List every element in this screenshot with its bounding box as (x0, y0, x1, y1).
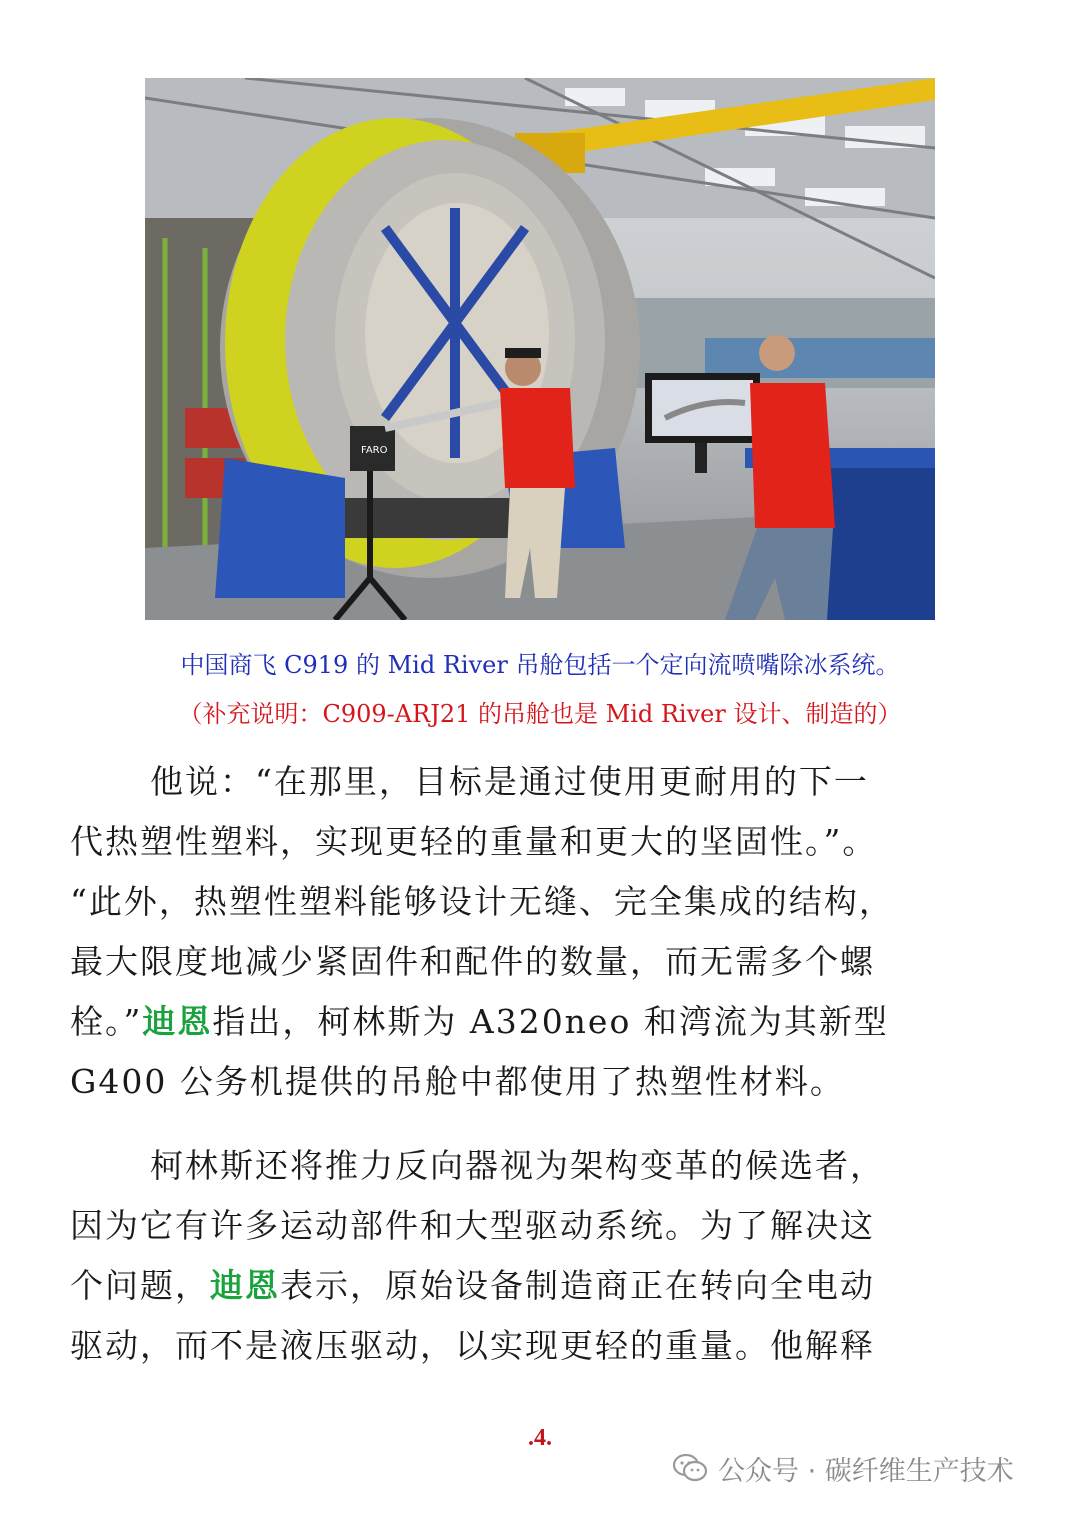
wechat-icon (672, 1453, 708, 1483)
text-segment: 表示，原始设备制造商正在转向全电动 (280, 1266, 875, 1305)
photo-caption-note: （补充说明：C909-ARJ21 的吊舱也是 Mid River 设计、制造的） (178, 700, 902, 728)
watermark (672, 1448, 1014, 1488)
paragraph-line: 因为它有许多运动部件和大型驱动系统。为了解决这 (70, 1206, 875, 1245)
text-segment: 指出，柯林斯为 A320neo 和湾流为其新型 (212, 1002, 889, 1041)
paragraph-line (70, 1256, 1020, 1316)
paragraph-line: “此外，热塑性塑料能够设计无缝、完全集成的结构， (70, 882, 894, 921)
text-segment: 栓。” (70, 1002, 143, 1041)
paragraph-line: 驱动，而不是液压驱动，以实现更轻的重量。他解释 (70, 1326, 875, 1365)
page-number: .4. (528, 1425, 552, 1451)
paragraph-line: G400 公务机提供的吊舱中都使用了热塑性材料。 (70, 1062, 845, 1101)
highlighted-name: 迪恩 (210, 1266, 280, 1305)
paragraph-2 (70, 1136, 1020, 1376)
highlighted-name: 迪恩 (142, 1002, 213, 1041)
paragraph-line: 代热塑性塑料，实现更轻的重量和更大的坚固性。”。 (70, 822, 878, 861)
paragraph-line: 最大限度地减少紧固件和配件的数量，而无需多个螺 (70, 942, 875, 981)
paragraph-line: 柯林斯还将推力反向器视为架构变革的候选者， (150, 1146, 885, 1185)
svg-text:FARO: FARO (361, 445, 388, 456)
paragraph-line: 他说：“在那里，目标是通过使用更耐用的下一 (150, 762, 869, 801)
nacelle-workshop-photo (145, 78, 935, 620)
photo-caption: 中国商飞 C919 的 Mid River 吊舱包括一个定向流喷嘴除冰系统。 (180, 651, 900, 679)
paragraph-1 (70, 752, 1020, 1112)
text-segment: 个问题， (70, 1266, 210, 1305)
paragraph-line (70, 992, 1020, 1052)
watermark-text: 公众号 · 碳纤维生产技术 (718, 1455, 1014, 1487)
